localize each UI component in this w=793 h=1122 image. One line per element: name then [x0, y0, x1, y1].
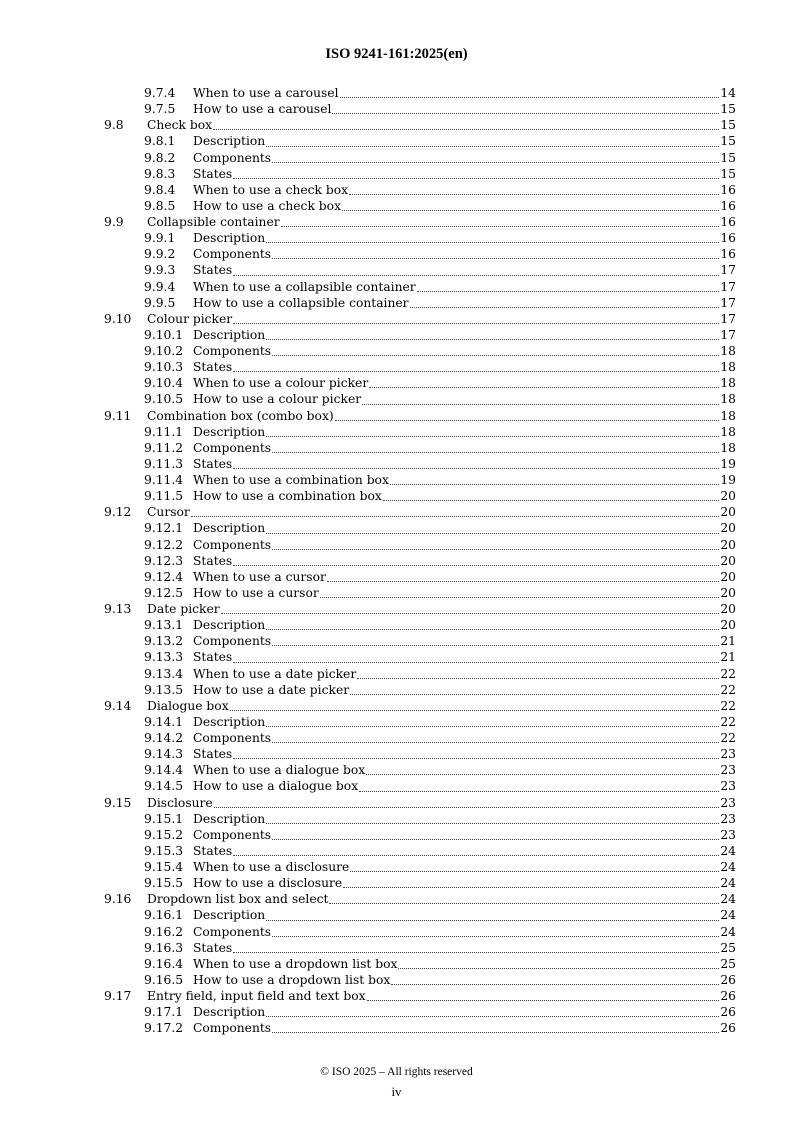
toc-entry-number: 9.10.3 [144, 360, 184, 375]
toc-entry-title: How to use a cursor [193, 585, 319, 600]
toc-entry-page: 18 [720, 440, 736, 455]
dot-leader [272, 355, 719, 356]
toc-entry-page: 16 [720, 231, 736, 246]
toc-entry-page: 16 [720, 198, 736, 213]
toc-entry-clause[interactable] [104, 988, 736, 1004]
toc-entry-title: How to use a dialogue box [193, 779, 359, 794]
toc-entry-title: Description [193, 618, 266, 633]
toc-entry-number: 9.8.1 [144, 134, 176, 149]
toc-entry-title: States [193, 456, 233, 471]
toc-entry-title: States [193, 553, 233, 568]
toc-entry-title: How to use a combination box [193, 489, 382, 504]
toc-entry-page: 22 [720, 731, 736, 745]
toc-entry-number: 9.9.3 [144, 263, 176, 278]
toc-entry-page: 18 [720, 408, 736, 423]
toc-entry-page: 24 [720, 892, 736, 907]
toc-entry-number: 9.13.4 [144, 666, 184, 681]
toc-entry-page: 23 [720, 827, 736, 842]
toc-entry-number: 9.12.2 [144, 537, 184, 552]
toc-entry-page: 22 [720, 714, 736, 729]
dot-leader [233, 275, 719, 276]
toc-entry-title: States [193, 166, 233, 181]
toc-entry-number: 9.14.3 [144, 747, 184, 762]
toc-entry-subclause[interactable] [104, 279, 736, 295]
toc-entry-title: States [193, 747, 233, 762]
toc-entry-title: How to use a disclosure [193, 876, 343, 891]
toc-entry-page: 16 [720, 182, 736, 197]
toc-entry-page: 25 [720, 956, 736, 971]
toc-entry-number: 9.9 [104, 215, 124, 229]
toc-entry-page: 23 [720, 779, 736, 794]
dot-leader [233, 468, 719, 469]
toc-entry-number: 9.11.1 [144, 424, 184, 439]
toc-entry-title: When to use a dialogue box [193, 763, 366, 778]
toc-entry-title: Description [193, 811, 266, 826]
toc-entry-title: Components [193, 924, 272, 939]
dot-leader [266, 436, 719, 437]
toc-entry-page: 20 [720, 521, 736, 536]
toc-entry-subclause[interactable] [104, 843, 736, 859]
toc-entry-number: 9.12.1 [144, 521, 184, 536]
toc-entry-number: 9.9.2 [144, 247, 176, 262]
toc-entry-clause[interactable] [104, 311, 736, 327]
toc-entry-number: 9.13.3 [144, 650, 184, 665]
dot-leader [272, 258, 719, 259]
toc-entry-page: 23 [720, 811, 736, 826]
toc-entry-page: 17 [720, 279, 736, 294]
toc-entry-page: 16 [720, 215, 736, 229]
toc-entry-title: When to use a cursor [193, 569, 326, 584]
toc-entry-page: 22 [720, 682, 736, 697]
toc-entry-title: Components [193, 827, 272, 842]
toc-entry-number: 9.12.5 [144, 585, 184, 600]
toc-entry-clause[interactable] [104, 891, 736, 907]
toc-entry-clause[interactable] [104, 698, 736, 714]
toc-entry-number: 9.16.1 [144, 908, 184, 923]
dot-leader [383, 500, 720, 501]
toc-entry-title: States [193, 263, 233, 278]
dot-leader [266, 629, 719, 630]
toc-entry-subclause[interactable] [104, 875, 736, 891]
toc-entry-title: Disclosure [147, 795, 213, 810]
toc-entry-title: Dropdown list box and select [147, 892, 329, 907]
dot-leader [362, 404, 719, 405]
toc-entry-number: 9.10.2 [144, 344, 184, 358]
toc-entry-number: 9.17.2 [144, 1021, 184, 1036]
toc-entry-page: 16 [720, 247, 736, 262]
toc-entry-subclause[interactable] [104, 633, 736, 649]
toc-entry-page: 24 [720, 860, 736, 874]
toc-entry-title: Entry field, input field and text box [147, 989, 366, 1003]
toc-entry-number: 9.9.1 [144, 231, 176, 246]
dot-leader [327, 581, 719, 582]
dot-leader [350, 694, 719, 695]
dot-leader [233, 565, 719, 566]
toc-entry-title: Check box [147, 118, 213, 133]
toc-entry-page: 20 [720, 618, 736, 633]
toc-entry-number: 9.12.4 [144, 569, 184, 584]
toc-entry-number: 9.14.4 [144, 763, 184, 778]
toc-entry-title: When to use a collapsible container [193, 279, 416, 294]
toc-entry-number: 9.15.1 [144, 811, 184, 826]
toc-entry-clause[interactable] [104, 117, 736, 133]
dot-leader [369, 387, 719, 388]
toc-entry-subclause[interactable] [104, 246, 736, 262]
toc-entry-subclause[interactable] [104, 85, 736, 101]
toc-entry-subclause[interactable] [104, 940, 736, 956]
toc-entry-number: 9.11.2 [144, 440, 184, 455]
dot-leader [233, 952, 719, 953]
toc-entry-number: 9.13.5 [144, 682, 184, 697]
dot-leader [266, 533, 719, 534]
toc-entry-clause[interactable] [104, 214, 736, 230]
dot-leader [410, 307, 720, 308]
toc-entry-title: Description [193, 134, 266, 149]
toc-entry-title: Components [193, 247, 272, 262]
toc-entry-subclause[interactable] [104, 198, 736, 214]
toc-entry-title: How to use a collapsible container [193, 295, 409, 310]
toc-entry-title: Collapsible container [147, 215, 280, 229]
dot-leader [272, 549, 719, 550]
dot-leader [213, 129, 719, 130]
toc-entry-page: 18 [720, 376, 736, 391]
toc-entry-number: 9.16.5 [144, 972, 184, 987]
toc-entry-page: 17 [720, 311, 736, 326]
dot-leader [272, 1032, 719, 1033]
toc-entry-subclause[interactable] [104, 811, 736, 827]
dot-leader [391, 984, 719, 985]
toc-entry-subclause[interactable] [104, 295, 736, 311]
toc-entry-subclause[interactable] [104, 488, 736, 504]
toc-entry-number: 9.8.4 [144, 182, 176, 197]
dot-leader [343, 887, 719, 888]
toc-entry-page: 22 [720, 698, 736, 713]
toc-entry-title: Description [193, 908, 266, 923]
toc-entry-number: 9.15.3 [144, 843, 184, 858]
toc-entry-title: Description [193, 521, 266, 536]
toc-entry-number: 9.16.2 [144, 924, 184, 939]
toc-entry-title: Combination box (combo box) [147, 408, 334, 423]
toc-entry-page: 21 [720, 634, 736, 649]
copyright-notice: © ISO 2025 – All rights reserved [320, 1066, 473, 1078]
toc-entry-page: 19 [720, 456, 736, 471]
dot-leader [357, 678, 719, 679]
toc-entry-page: 23 [720, 763, 736, 778]
toc-entry-subclause[interactable] [104, 456, 736, 472]
toc-entry-number: 9.9.5 [144, 295, 176, 310]
toc-entry-title: How to use a carousel [193, 102, 332, 117]
dot-leader [266, 146, 719, 147]
toc-entry-subclause[interactable] [104, 907, 736, 923]
toc-entry-subclause[interactable] [104, 230, 736, 246]
toc-entry-number: 9.11.3 [144, 456, 184, 471]
toc-entry-subclause[interactable] [104, 343, 736, 359]
toc-entry-page: 15 [720, 134, 736, 149]
toc-entry-subclause[interactable] [104, 537, 736, 553]
toc-entry-subclause[interactable] [104, 262, 736, 278]
toc-entry-page: 15 [720, 150, 736, 165]
toc-entry-number: 9.12 [104, 505, 132, 520]
toc-entry-subclause[interactable] [104, 520, 736, 536]
toc-entry-page: 20 [720, 537, 736, 552]
toc-entry-subclause[interactable] [104, 730, 736, 746]
dot-leader [417, 291, 720, 292]
toc-entry-page: 20 [720, 505, 736, 520]
dot-leader [214, 807, 720, 808]
toc-entry-number: 9.15.4 [144, 860, 184, 874]
toc-entry-title: How to use a check box [193, 198, 342, 213]
toc-entry-title: Description [193, 714, 266, 729]
toc-entry-page: 19 [720, 473, 736, 487]
toc-entry-page: 20 [720, 585, 736, 600]
toc-entry-subclause[interactable] [104, 682, 736, 698]
toc-entry-page: 22 [720, 666, 736, 681]
dot-leader [342, 210, 719, 211]
toc-entry-subclause[interactable] [104, 472, 736, 488]
toc-entry-subclause[interactable] [104, 133, 736, 149]
dot-leader [340, 97, 720, 98]
toc-entry-page: 18 [720, 424, 736, 439]
dot-leader [390, 484, 719, 485]
toc-entry-title: How to use a date picker [193, 682, 350, 697]
toc-entry-number: 9.9.4 [144, 279, 176, 294]
toc-entry-number: 9.16 [104, 892, 132, 907]
toc-entry-page: 26 [720, 989, 736, 1003]
toc-entry-number: 9.8.2 [144, 150, 176, 165]
toc-entry-title: Description [193, 327, 266, 342]
toc-entry-title: Components [193, 731, 272, 745]
toc-entry-number: 9.8.5 [144, 198, 176, 213]
toc-entry-number: 9.15 [104, 795, 132, 810]
toc-entry-subclause[interactable] [104, 778, 736, 794]
toc-entry-subclause[interactable] [104, 649, 736, 665]
toc-entry-subclause[interactable] [104, 182, 736, 198]
toc-entry-number: 9.16.4 [144, 956, 184, 971]
dot-leader [233, 323, 719, 324]
toc-entry-title: Components [193, 344, 272, 358]
toc-entry-number: 9.7.4 [144, 86, 176, 100]
dot-leader [233, 855, 719, 856]
toc-entry-page: 14 [720, 86, 736, 100]
toc-entry-number: 9.12.3 [144, 553, 184, 568]
toc-entry-number: 9.15.2 [144, 827, 184, 842]
toc-entry-page: 17 [720, 263, 736, 278]
toc-entry-subclause[interactable] [104, 956, 736, 972]
toc-entry-page: 18 [720, 360, 736, 375]
dot-leader [272, 936, 719, 937]
toc-entry-title: When to use a carousel [193, 86, 339, 100]
dot-leader [398, 968, 719, 969]
toc-entry-title: Description [193, 231, 266, 246]
toc-entry-title: Components [193, 440, 272, 455]
toc-entry-subclause[interactable] [104, 166, 736, 182]
toc-entry-subclause[interactable] [104, 972, 736, 988]
dot-leader [332, 113, 719, 114]
toc-entry-title: Description [193, 424, 266, 439]
toc-entry-page: 26 [720, 972, 736, 987]
toc-entry-title: When to use a check box [193, 182, 349, 197]
toc-entry-number: 9.14.5 [144, 779, 184, 794]
toc-entry-subclause[interactable] [104, 666, 736, 682]
toc-entry-subclause[interactable] [104, 150, 736, 166]
toc-entry-number: 9.8 [104, 118, 124, 133]
toc-entry-subclause[interactable] [104, 762, 736, 778]
toc-entry-number: 9.17 [104, 989, 132, 1003]
toc-entry-subclause[interactable] [104, 101, 736, 117]
toc-entry-number: 9.11 [104, 408, 132, 423]
toc-entry-number: 9.14.2 [144, 731, 184, 745]
dot-leader [272, 839, 719, 840]
toc-entry-number: 9.10 [104, 311, 132, 326]
toc-entry-subclause[interactable] [104, 827, 736, 843]
table-of-contents [104, 85, 736, 1036]
toc-entry-title: Components [193, 537, 272, 552]
toc-entry-page: 15 [720, 166, 736, 181]
dot-leader [272, 742, 719, 743]
toc-entry-subclause[interactable] [104, 859, 736, 875]
dot-leader [191, 516, 720, 517]
page-number: iv [391, 1084, 402, 1099]
toc-entry-page: 15 [720, 102, 736, 117]
toc-entry-subclause[interactable] [104, 714, 736, 730]
dot-leader [266, 339, 719, 340]
toc-entry-page: 24 [720, 843, 736, 858]
toc-entry-subclause[interactable] [104, 424, 736, 440]
dot-leader [266, 242, 719, 243]
dot-leader [272, 162, 719, 163]
toc-entry-page: 26 [720, 1021, 736, 1036]
toc-entry-subclause[interactable] [104, 585, 736, 601]
toc-entry-subclause[interactable] [104, 569, 736, 585]
toc-entry-title: When to use a colour picker [193, 376, 369, 391]
toc-entry-title: Components [193, 150, 272, 165]
toc-entry-title: States [193, 360, 233, 375]
toc-entry-title: Components [193, 634, 272, 649]
toc-entry-title: When to use a combination box [193, 473, 389, 487]
toc-entry-subclause[interactable] [104, 327, 736, 343]
toc-entry-number: 9.10.5 [144, 392, 184, 407]
toc-entry-page: 25 [720, 940, 736, 955]
dot-leader [359, 791, 719, 792]
toc-entry-number: 9.11.4 [144, 473, 184, 487]
toc-entry-subclause[interactable] [104, 746, 736, 762]
toc-entry-page: 20 [720, 553, 736, 568]
dot-leader [266, 920, 719, 921]
dot-leader [221, 613, 720, 614]
dot-leader [281, 226, 720, 227]
toc-entry-subclause[interactable] [104, 1020, 736, 1036]
toc-entry-clause[interactable] [104, 504, 736, 520]
toc-entry-number: 9.10.4 [144, 376, 184, 391]
toc-entry-clause[interactable] [104, 795, 736, 811]
toc-entry-subclause[interactable] [104, 391, 736, 407]
toc-entry-subclause[interactable] [104, 924, 736, 940]
toc-entry-title: How to use a dropdown list box [193, 972, 391, 987]
dot-leader [349, 194, 719, 195]
toc-entry-page: 18 [720, 392, 736, 407]
toc-entry-number: 9.14.1 [144, 714, 184, 729]
toc-entry-page: 21 [720, 650, 736, 665]
dot-leader [272, 645, 719, 646]
toc-entry-subclause[interactable] [104, 553, 736, 569]
toc-entry-page: 15 [720, 118, 736, 133]
dot-leader [233, 178, 719, 179]
toc-entry-title: States [193, 843, 233, 858]
toc-entry-number: 9.17.1 [144, 1005, 184, 1020]
toc-entry-title: States [193, 650, 233, 665]
toc-entry-title: When to use a disclosure [193, 860, 350, 874]
toc-entry-page: 18 [720, 344, 736, 358]
toc-entry-subclause[interactable] [104, 440, 736, 456]
dot-leader [366, 774, 719, 775]
dot-leader [266, 726, 719, 727]
toc-entry-clause[interactable] [104, 601, 736, 617]
toc-entry-subclause[interactable] [104, 1004, 736, 1020]
dot-leader [335, 420, 720, 421]
toc-entry-page: 23 [720, 795, 736, 810]
toc-entry-page: 20 [720, 489, 736, 504]
toc-entry-page: 23 [720, 747, 736, 762]
toc-entry-title: How to use a colour picker [193, 392, 362, 407]
dot-leader [266, 823, 719, 824]
toc-entry-number: 9.8.3 [144, 166, 176, 181]
dot-leader [272, 452, 719, 453]
toc-entry-number: 9.13.2 [144, 634, 184, 649]
toc-entry-title: Date picker [147, 602, 220, 616]
toc-entry-number: 9.14 [104, 698, 132, 713]
toc-entry-number: 9.15.5 [144, 876, 184, 891]
toc-entry-subclause[interactable] [104, 359, 736, 375]
dot-leader [233, 758, 719, 759]
toc-entry-page: 20 [720, 602, 736, 616]
toc-entry-number: 9.7.5 [144, 102, 176, 117]
dot-leader [329, 903, 719, 904]
dot-leader [233, 371, 719, 372]
toc-entry-subclause[interactable] [104, 375, 736, 391]
toc-entry-number: 9.10.1 [144, 327, 184, 342]
toc-entry-number: 9.13.1 [144, 618, 184, 633]
toc-entry-number: 9.11.5 [144, 489, 184, 504]
toc-entry-page: 17 [720, 327, 736, 342]
dot-leader [266, 1016, 719, 1017]
toc-entry-page: 24 [720, 908, 736, 923]
toc-entry-page: 17 [720, 295, 736, 310]
toc-entry-page: 26 [720, 1005, 736, 1020]
toc-entry-title: Dialogue box [147, 698, 229, 713]
toc-entry-subclause[interactable] [104, 617, 736, 633]
toc-entry-title: When to use a dropdown list box [193, 956, 398, 971]
document-header: ISO 9241-161:2025(en) [325, 46, 468, 62]
toc-entry-title: States [193, 940, 233, 955]
dot-leader [350, 871, 719, 872]
dot-leader [230, 710, 720, 711]
toc-entry-number: 9.16.3 [144, 940, 184, 955]
toc-entry-title: When to use a date picker [193, 666, 357, 681]
toc-entry-clause[interactable] [104, 408, 736, 424]
dot-leader [367, 1000, 720, 1001]
toc-entry-title: Description [193, 1005, 266, 1020]
toc-entry-page: 24 [720, 924, 736, 939]
toc-entry-page: 24 [720, 876, 736, 891]
toc-entry-page: 20 [720, 569, 736, 584]
toc-entry-title: Components [193, 1021, 272, 1036]
toc-entry-title: Colour picker [147, 311, 233, 326]
toc-entry-number: 9.13 [104, 602, 132, 616]
toc-entry-title: Cursor [147, 505, 190, 520]
dot-leader [233, 662, 719, 663]
dot-leader [320, 597, 720, 598]
